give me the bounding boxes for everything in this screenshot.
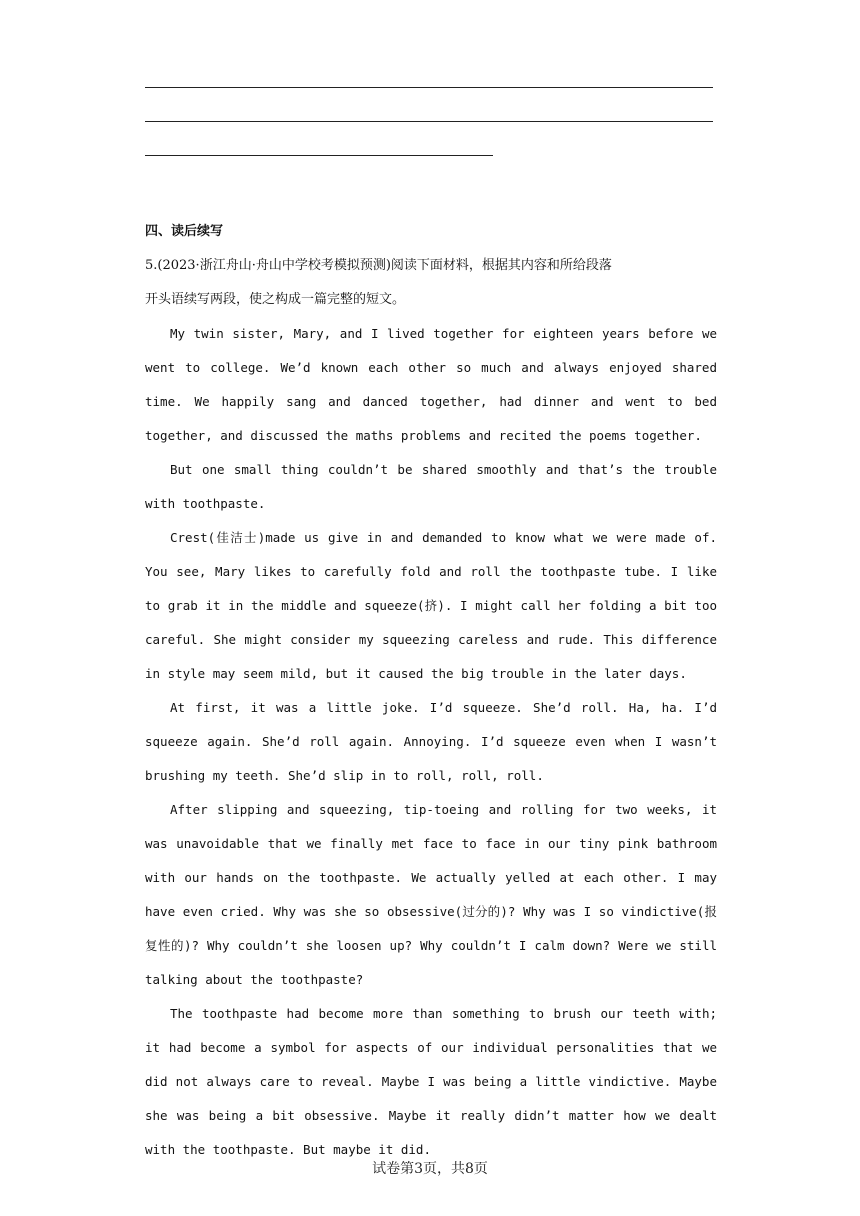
passage-paragraph-1: My twin sister, Mary, and I lived together for eighteen years before we went to college. We’d known each other so much and always enjoyed shared time. We happily sang and danced together, had dinner and went to bed together, and discussed the maths problems and recited the poems together. [145,326,717,443]
section-heading: 四、读后续写 [145,224,224,239]
passage-paragraph-4: At first, it was a little joke. I’d squeeze. She’d roll. Ha, ha. I’d squeeze again. She’d roll again. Annoying. I’d squeeze even when I wasn’t brushing my teeth. She’d slip in to roll, roll, roll. [145,700,717,783]
exam-content [145,215,717,1167]
passage-paragraph-2: But one small thing couldn’t be shared smoothly and that’s the trouble with toothpaste. [145,462,717,511]
passage-paragraph-6: The toothpaste had become more than something to brush our teeth with; it had become a symbol for aspects of our individual personalities that we did not always care to reveal. Maybe I was being a little vindictive. Maybe she was being a bit obsessive. Maybe it really didn’t matter how we dealt with the toothpaste. But maybe it did. [145,1006,717,1157]
question-prompt-line-1: 5.(2023·浙江舟山·舟山中学校考模拟预测)阅读下面材料，根据其内容和所给段落 [145,258,612,273]
answer-line-2 [145,121,713,122]
answer-line-1 [145,87,713,88]
passage-paragraph-5: After slipping and squeezing, tip-toeing and rolling for two weeks, it was unavoidable that we finally met face to face in our tiny pink bathroom with our hands on the toothpaste. We actually yelled at each other. I may have even cried. Why was she so obsessive(过分的)? Why was I so vindictive(报复性的)? Why couldn’t she loosen up? Why couldn’t I calm down? Were we still talking about the toothpaste? [145,802,717,987]
question-prompt-line-2: 开头语续写两段，使之构成一篇完整的短文。 [145,292,406,307]
passage-paragraph-3: Crest(佳洁士)made us give in and demanded to know what we were made of. You see, Mary likes to carefully fold and roll the toothpaste tube. I like to grab it in the middle and squeeze(挤). I might call her folding a bit too careful. She might consider my squeezing careless and rude. This difference in style may seem mild, but it caused the big trouble in the later days. [145,530,717,681]
answer-line-3 [145,155,493,156]
page-footer: 试卷第3页，共8页 [372,1161,488,1177]
